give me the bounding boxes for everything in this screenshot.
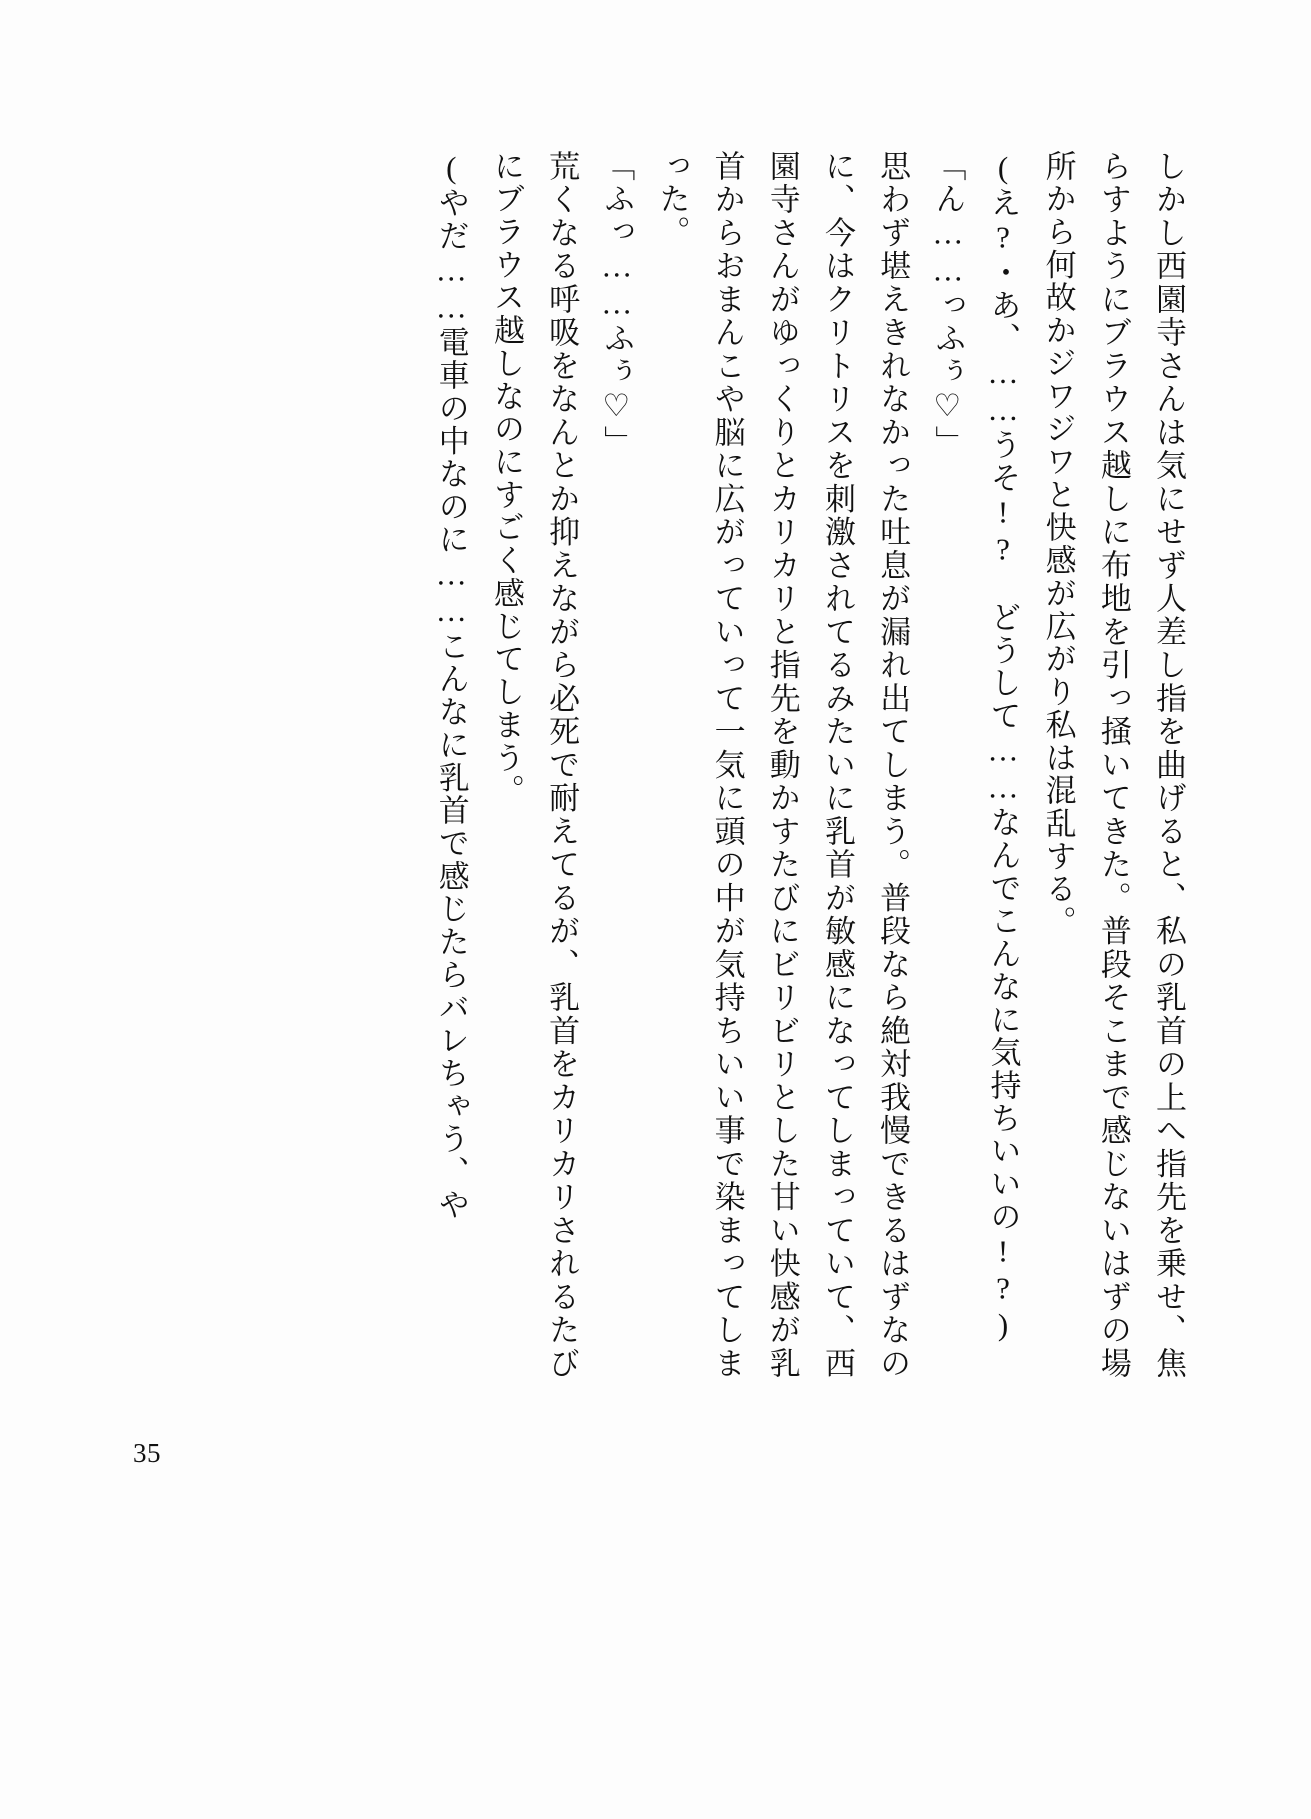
paragraph: 思わず堪えきれなかった吐息が漏れ出てしまう。普段なら絶対我慢できるはずなのに、今はクリトリスを刺激されてるみたいに乳首が敏感になってしまっていて、西園寺さんがゆっくりとカリカリと指先を動かすたびにビリビリとした甘い快感が乳首からおまんこや脳に広がっていって一気に頭の中が気持ちいい事で染まってしまった。 [654, 150, 911, 1380]
paragraph: 「ふっ……ふぅ♡」 [599, 150, 635, 459]
paragraph: しかし西園寺さんは気にせず人差し指を曲げると、私の乳首の上へ指先を乗せ、焦らすようにブラウス越しに布地を引っ掻いてきた。普段そこまで感じないはずの場所から何故かジワジワと快感が広がり私は混乱する。 [1040, 150, 1186, 1380]
paragraph: (え?・あ、……うそ!? どうして……なんでこんなに気持ちいいの!?) [985, 150, 1021, 1345]
paragraph: 荒くなる呼吸をなんとか抑えながら必死で耐えてるが、乳首をカリカリされるたびにブラウス越しなのにすごく感じてしまう。 [488, 150, 580, 1380]
page-number: 35 [133, 1438, 162, 1468]
body-text-vertical [433, 150, 1196, 1380]
paragraph: 「ん……っふぅ♡」 [930, 150, 966, 459]
paragraph: (やだ……電車の中なのに……こんなに乳首で感じたらバレちゃう、や [433, 150, 469, 1222]
